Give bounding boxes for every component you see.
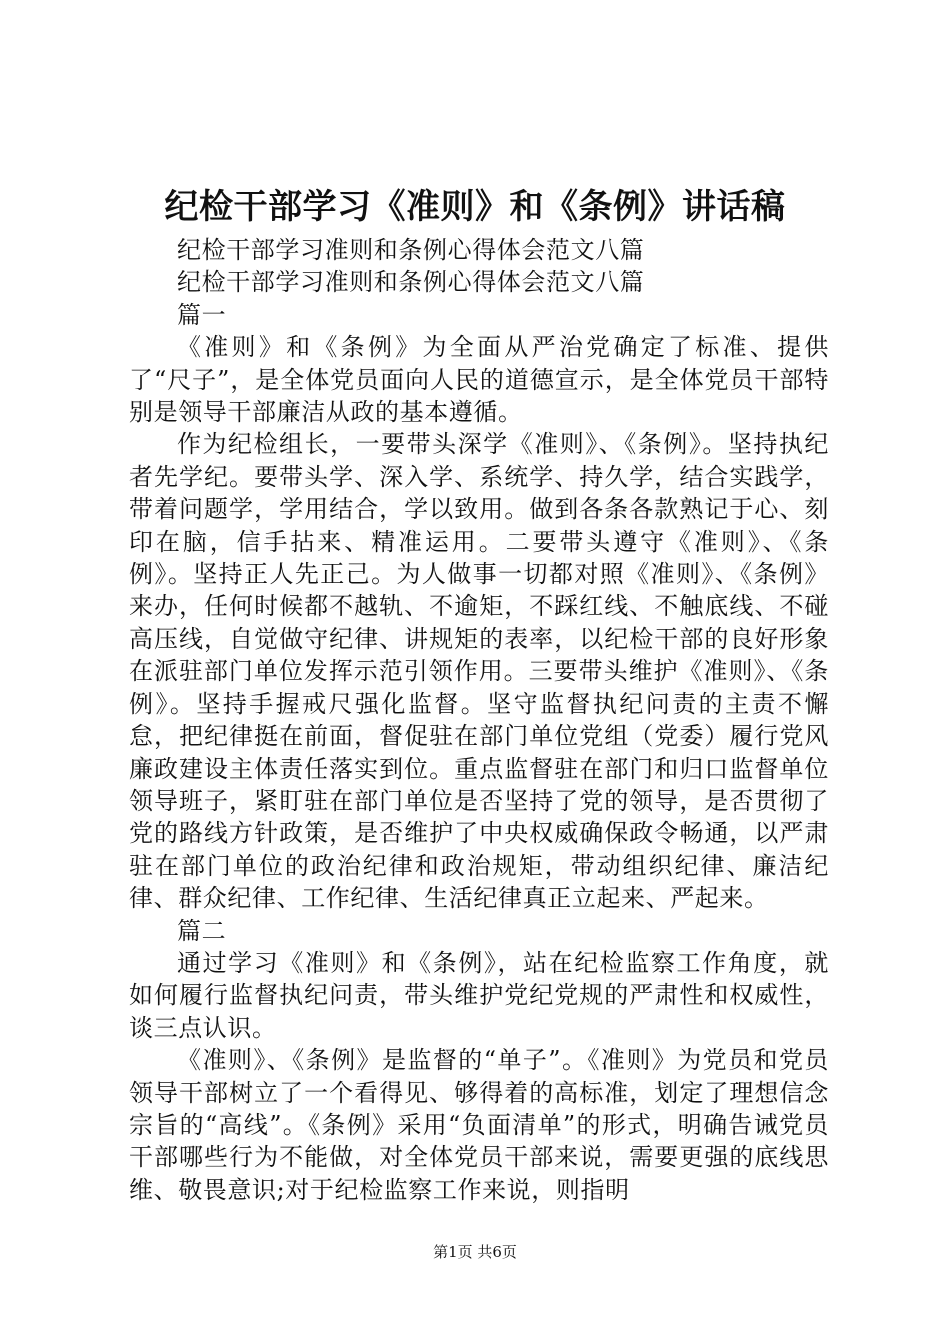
paragraph: 《准则》和《条例》为全面从严治党确定了标准、提供了“尺子”，是全体党员面向人民的道德宣示，是全体党员干部特别是领导干部廉洁从政的基本遵循。 [129,333,829,427]
subtitle-line: 纪检干部学习准则和条例心得体会范文八篇 [177,236,645,264]
paragraph: 作为纪检组长，一要带头深学《准则》、《条例》。坚持执纪者先学纪。要带头学、深入学、系统学、持久学，结合实践学，带着问题学，学用结合，学以致用。做到各条各款熟记于心、刻印在脑，信手拈来、精准运用。二要带头遵守《准则》、《条例》。坚持正人先正己。为人做事一切都对照《准则》、《条例》来办，任何时候都不越轨、不逾矩，不踩红线、不触底线、不碰高压线，自觉做守纪律、讲规矩的表率，以纪检干部的良好形象在派驻部门单位发挥示范引领作用。三要带头维护《准则》、《条例》。坚持手握戒尺强化监督。坚守监督执纪问责的主责不懈怠，把纪律挺在前面，督促驻在部门单位党组（党委）履行党风廉政建设主体责任落实到位。重点监督驻在部门和归口监督单位领导班子，紧盯驻在部门单位是否坚持了党的领导，是否贯彻了党的路线方针政策，是否维护了中央权威确保政令畅通，以严肃驻在部门单位的政治纪律和政治规矩，带动组织纪律、廉洁纪律、群众纪律、工作纪律、生活纪律真正立起来、严起来。 [129,430,829,913]
page-number: 第1页 共6页 [433,1243,517,1261]
subtitle-line: 纪检干部学习准则和条例心得体会范文八篇 [177,268,645,297]
document-title: 纪检干部学习《准则》和《条例》讲话稿 [164,187,786,227]
section-heading: 篇二 [177,916,227,945]
section-heading: 篇一 [177,300,227,329]
paragraph: 《准则》、《条例》是监督的“单子”。《准则》为党员和党员领导干部树立了一个看得见、够得着的高标准，划定了理想信念宗旨的“高线”。《条例》采用“负面清单”的形式，明确告诫党员干部哪些行为不能做，对全体党员干部来说，需要更强的底线思维、敬畏意识;对于纪检监察工作来说，则指明 [129,1046,829,1204]
paragraph: 通过学习《准则》和《条例》，站在纪检监察工作角度，就如何履行监督执纪问责，带头维护党纪党规的严肃性和权威性，谈三点认识。 [129,948,829,1042]
document-body [129,234,829,1206]
